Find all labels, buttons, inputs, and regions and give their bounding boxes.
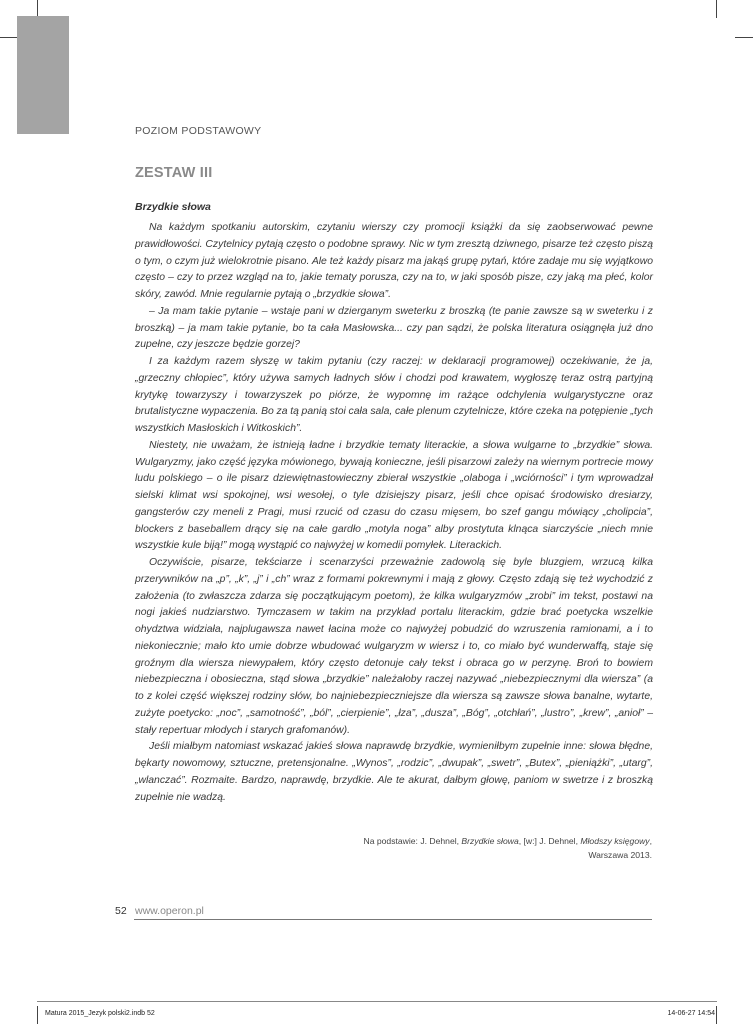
source-middle: , [w:] J. Dehnel, [518,836,581,846]
footer-rule [134,919,652,920]
source-citation [252,835,652,862]
print-slug-date: 14-06-27 14:54 [667,1010,715,1017]
source-place-year: Warszawa 2013. [588,849,652,860]
paragraph: I za każdym razem słyszę w takim pytaniu (czy raczej: w deklaracji programowej) oczekiwanie, że ja, „grzeczny chłopiec”, który używa samych ładnych słów i chodzi pod krawatem, wygłoszę teraz ostrą partyjną krytykę towarzyszy i towarzyszek po piórze, że wypomnę im rażące odchylenia wulgarystyczne oraz brutalistyczne wypaczenia. Bo za tą panią stoi cała sala, całe plenum czytelnicze, które czeka na potępienie „tych wszystkich Masłoskich i Witkoskich”. [135,356,653,434]
section-tab [17,16,69,134]
source-article-title: Brzydkie słowa [461,836,519,846]
paragraph: – Ja mam takie pytanie – wstaje pani w dzierganym sweterku z broszką (te panie zawsze są w sweterku i z broszką) – ja mam takie pytanie, bo ta cała Masłowska... czy pan sądzi, że polska literatura osiągnęła już dno zupełne, czy jeszcze będzie gorzej? [135,305,653,351]
paragraph: Na każdym spotkaniu autorskim, czytaniu wierszy czy promocji książki da się zaobserwować pewne prawidłowości. Czytelnicy pytają często o podobne sprawy. Nic w tym zresztą dziwnego, pisarze też często piszą o tym, o czym już wielokrotnie pisano. Ale też każdy pisarz ma jakąś grupę pytań, które zadaje mu się wyjątkowo często – czy to przez wzgląd na to, jakie tematy porusza, czy na to, w jaki sposób pisze, czy jaką ma płeć, kolor skóry, zawód. Mnie regularnie pytają o „brzydkie słowa”. [135,222,653,300]
crop-mark [716,1006,717,1024]
level-heading: POZIOM PODSTAWOWY [135,125,262,137]
paragraph: Oczywiście, pisarze, tekściarze i scenarzyści przeważnie zadowolą się byle bluzgiem, wrzucą kilka przerywników na „p”, „k”, „j” i „ch” wraz z formami pokrewnymi i mają z głowy. Często zdają się też wychodzić z założenia (to zwłaszcza zdarza się początkującym poetom), że kilka wulgaryzmów „zrobi” im tekst, postawi na nogi jakieś nudziarstwo. Tymczasem w takim na przykład portalu literackim, gdzie brać poetycka wszelkie ohydztwa widziała, najplugawsza nawet łacina może co najwyżej pobudzić do wzruszenia ramionami, a i to niekoniecznie; mało kto umie dobrze wbudować wulgaryzm w wiersz i to, co miało być wunderwaffą, staje się groźnym dla wiersza niewypałem, który często detonuje cały tekst i obraca go w perzynę. Broń to bowiem niebezpieczna i obosieczna, stąd słowa „brzydkie” należałoby raczej nazywać „niebezpiecznymi dla wiersza” (a to z kolei część większej rodziny słów, bo najniebezpieczniejsze dla wiersza są zawsze słowa banalne, wytarte, zużyte poetycko: „noc”, „samotność”, „ból”, „cierpienie”, „łza”, „dusza”, „Bóg”, „otchłań”, „lustro”, „krew”, „anioł” – stały repertuar młodych i starych grafomanów). [135,557,653,736]
slug-rule [37,1001,717,1002]
source-prefix: Na podstawie: J. Dehnel, [363,836,462,846]
text-title: Brzydkie słowa [135,201,211,213]
set-title: ZESTAW III [135,165,213,181]
crop-mark [37,1006,38,1024]
article-body [135,220,653,806]
crop-mark [716,0,717,18]
source-book-title: Młodszy księgowy [580,836,650,846]
crop-mark [0,37,18,38]
crop-mark [735,37,753,38]
page-number: 52 [115,905,127,917]
footer-url[interactable]: www.operon.pl [135,905,204,917]
source-suffix: , [649,836,652,846]
print-slug-file: Matura 2015_Jezyk polski2.indb 52 [45,1010,155,1017]
paragraph: Niestety, nie uważam, że istnieją ładne i brzydkie tematy literackie, a słowa wulgarne to „brzydkie” słowa. Wulgaryzmy, jako część języka mówionego, bywają konieczne, jeśli pisarzowi zależy na wiernym portrecie mowy ludu polskiego – o ile pisarz dziewiętnastowieczny zbierał wszystkie „olaboga i „wciórności” i tym wprowadzał sielski klimat wsi spokojnej, wsi wesołej, o tyle dzisiejszy pisarz, jeśli chce opisać środowisko dresiarzy, gangsterów czy meneli z Pragi, musi rzucić od czasu do czasu mięsem, bo szef gangu mówiący „cholipcia”, blockers z baseballem drący się na całe gardło „motyla noga” alby prostytuta klnąca siarczyście „niech mnie wszystkie kule biją!” mogą wystąpić co najwyżej w komedii pomyłek. Literackich. [135,439,653,552]
paragraph: Jeśli miałbym natomiast wskazać jakieś słowa naprawdę brzydkie, wymieniłbym zupełnie inne: słowa błędne, bękarty nowomowy, sztuczne, pretensjonalne. „Wynos”, „rodzic”, „dwupak”, „swetr”, „Butex”, „pieniążki”, „utarg”, „wlanczać”. Rozmaite. Bardzo, naprawdę, brzydkie. Ale te akurat, dałbym głowę, paniom w swetrze i z broszką zupełnie nie wadzą. [135,741,653,803]
